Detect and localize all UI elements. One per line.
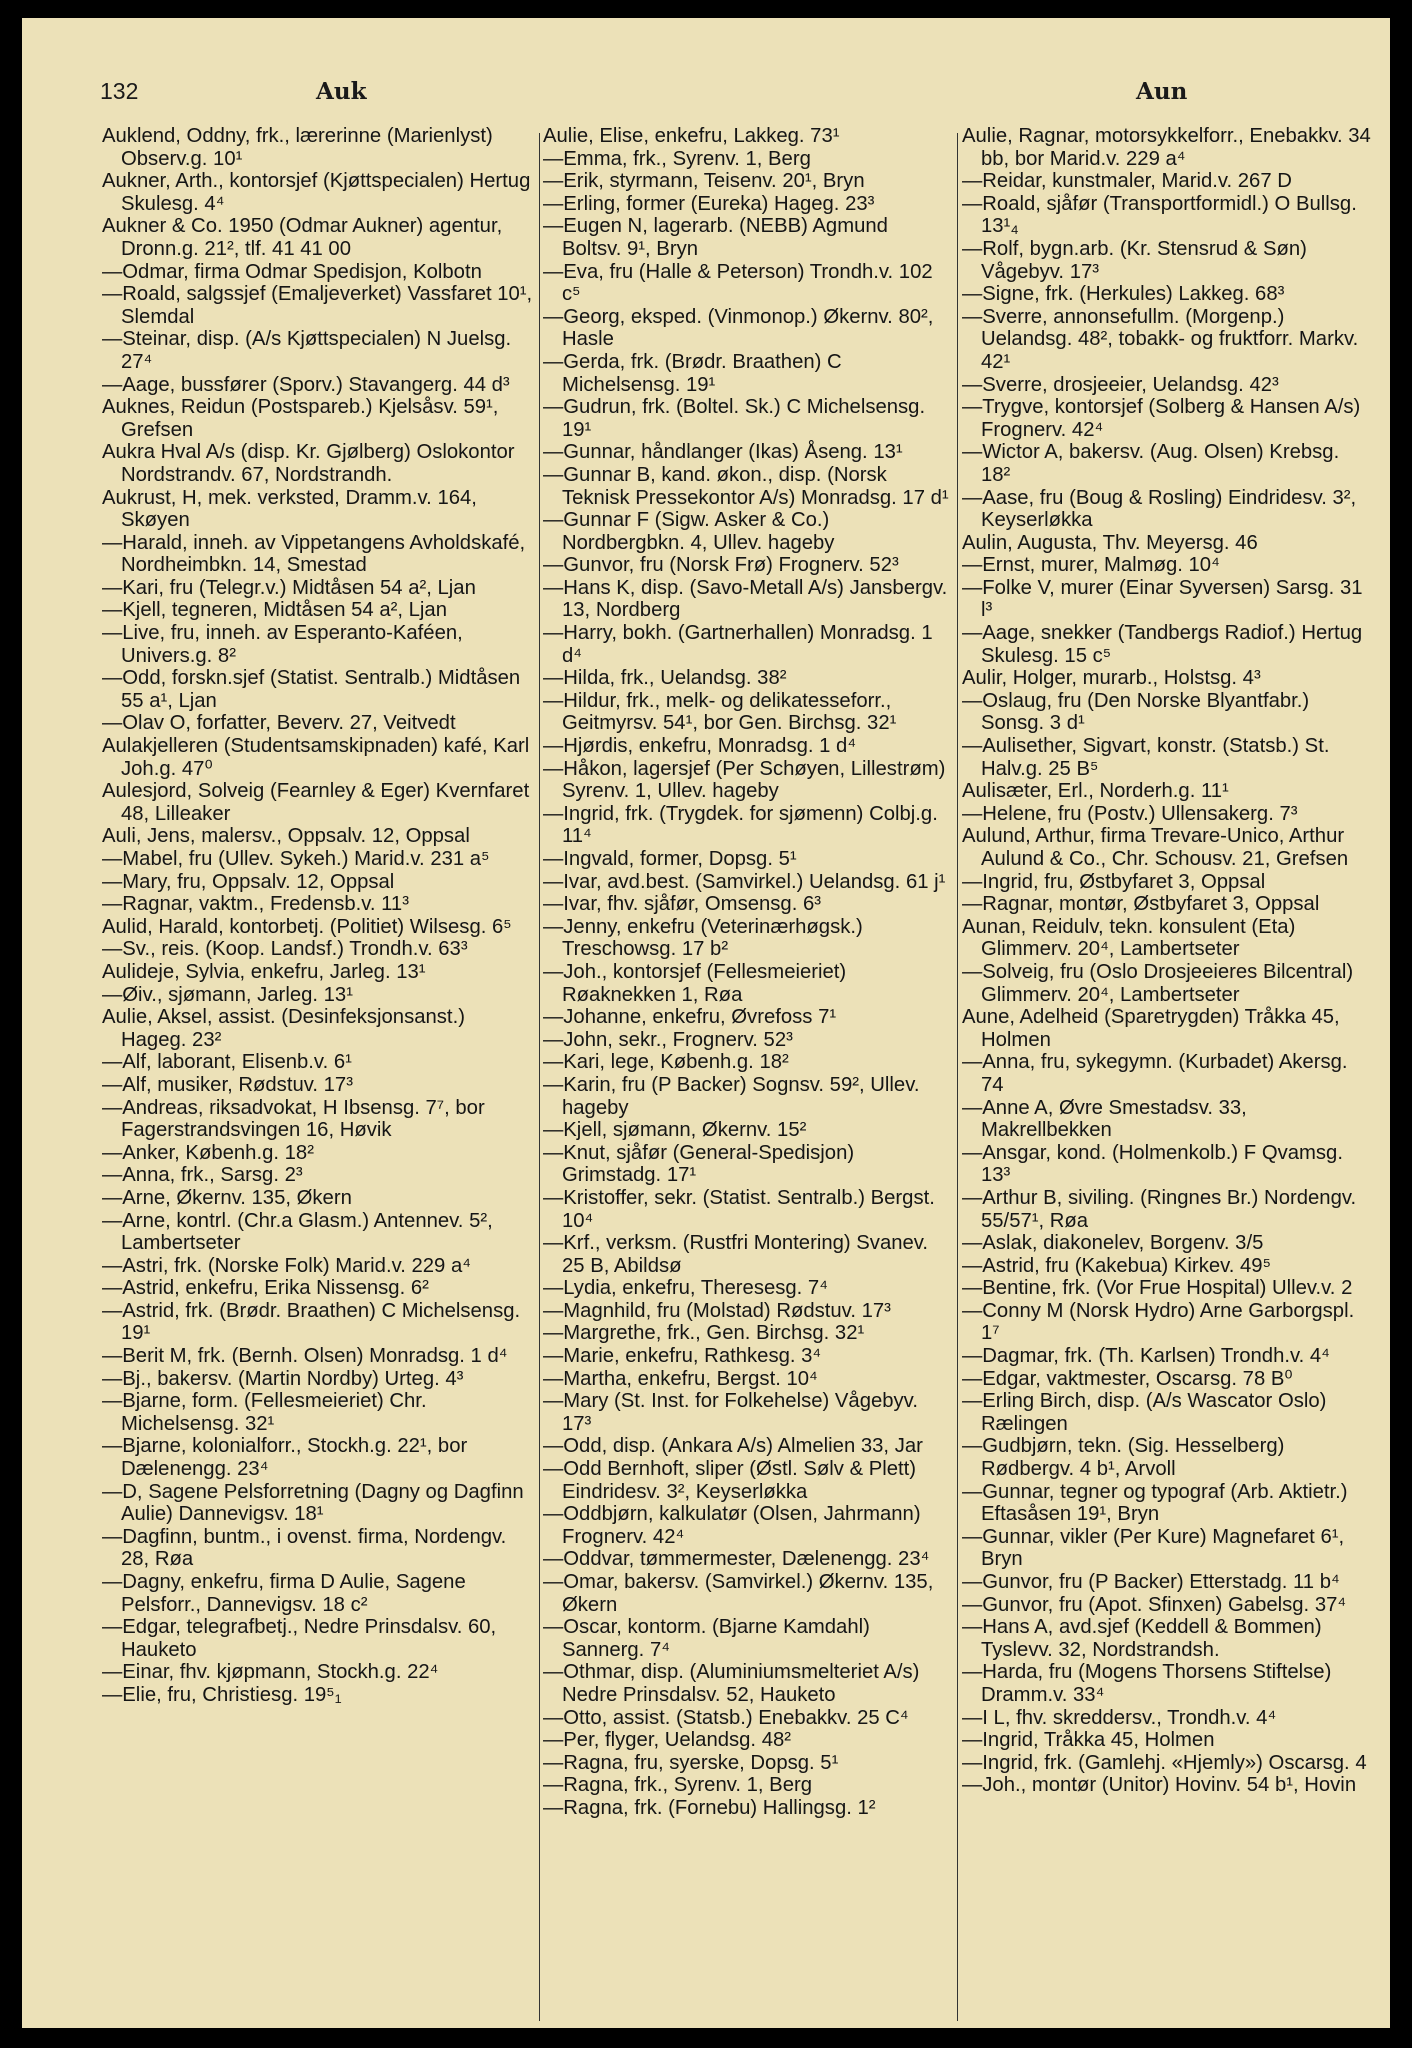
directory-entry: —Aage, snekker (Tandbergs Radiof.) Hertug Skulesg. 15 c⁵ bbox=[962, 622, 1363, 667]
directory-entry: —Oslaug, fru (Den Norske Blyantfabr.) Sonsg. 3 d¹ bbox=[962, 689, 1310, 735]
directory-column-3 bbox=[962, 125, 1374, 1797]
directory-entry: —Conny M (Norsk Hydro) Arne Garborgspl. 1⁷ bbox=[962, 1299, 1355, 1345]
directory-entry: —Odmar, firma Odmar Spedisjon, Kolbotn bbox=[102, 260, 482, 283]
header-keyword-right: Aun bbox=[1136, 78, 1188, 105]
directory-entry: Aukner, Arth., kontorsjef (Kjøttspecialen) Hertug Skulesg. 4⁴ bbox=[102, 170, 531, 215]
directory-entry: —Wictor A, bakersv. (Aug. Olsen) Krebsg. 18² bbox=[962, 441, 1340, 486]
directory-entry: —Mary, fru, Oppsalv. 12, Oppsal bbox=[102, 870, 395, 893]
directory-entry: —Sverre, annonsefullm. (Morgenp.) Uelandsg. 48², tobakk- og fruktforr. Markv. 42¹ bbox=[962, 305, 1359, 373]
directory-entry: —Einar, fhv. kjøpmann, Stockh.g. 22⁴ bbox=[102, 1661, 439, 1684]
directory-entry: —Ernst, murer, Malmøg. 10⁴ bbox=[962, 554, 1220, 577]
directory-entry: —Arne, kontrl. (Chr.a Glasm.) Antennev. 5², Lambertseter bbox=[102, 1209, 493, 1255]
directory-entry: —Alf, musiker, Rødstuv. 17³ bbox=[102, 1073, 353, 1096]
directory-entry: —Margrethe, frk., Gen. Birchsg. 32¹ bbox=[543, 1322, 865, 1345]
directory-entry: —Gunnar, tegner og typograf (Arb. Aktietr.) Eftasåsen 19¹, Bryn bbox=[962, 1480, 1348, 1526]
directory-entry: —Elie, fru, Christiesg. 19⁵₁ bbox=[102, 1683, 342, 1706]
directory-entry: —Oddbjørn, kalkulatør (Olsen, Jahrmann) Frognerv. 42⁴ bbox=[543, 1503, 921, 1548]
directory-entry: —Dagmar, frk. (Th. Karlsen) Trondh.v. 4⁴ bbox=[962, 1345, 1330, 1368]
directory-entry: —Folke V, murer (Einar Syversen) Sarsg. 31 l³ bbox=[962, 576, 1363, 622]
directory-entry: —Harald, inneh. av Vippetangens Avholdskafé, Nordheimbkn. 14, Smestad bbox=[102, 531, 526, 577]
directory-entry: —Ragnar, montør, Østbyfaret 3, Oppsal bbox=[962, 893, 1320, 916]
directory-entry: —Gudbjørn, tekn. (Sig. Hesselberg) Rødbergv. 4 b¹, Arvoll bbox=[962, 1435, 1285, 1481]
directory-entry: —Per, flyger, Uelandsg. 48² bbox=[543, 1729, 792, 1752]
directory-entry: —Håkon, lagersjef (Per Schøyen, Lillestrøm) Syrenv. 1, Ullev. hageby bbox=[543, 757, 946, 803]
directory-entry: —Harry, bokh. (Gartnerhallen) Monradsg. 1 d⁴ bbox=[543, 622, 933, 667]
directory-entry: —Anne A, Øvre Smestadsv. 33, Makrellbekken bbox=[962, 1096, 1247, 1142]
directory-entry: —Gunnar, håndlanger (Ikas) Åseng. 13¹ bbox=[543, 441, 903, 464]
directory-entry: —Sv., reis. (Koop. Landsf.) Trondh.v. 63³ bbox=[102, 938, 468, 961]
directory-entry: Aukrust, H, mek. verksted, Dramm.v. 164, Skøyen bbox=[102, 486, 477, 532]
directory-entry: —Johanne, enkefru, Øvrefoss 7¹ bbox=[543, 1006, 837, 1029]
directory-entry: —Astrid, frk. (Brødr. Braathen) C Michelsensg. 19¹ bbox=[102, 1299, 521, 1345]
directory-entry: —Erling Birch, disp. (A/s Wascator Oslo) Rælingen bbox=[962, 1390, 1327, 1435]
directory-entry: —Ingrid, frk. (Trygdek. for sjømenn) Colbj.g. 11⁴ bbox=[543, 802, 938, 848]
directory-entry: —Omar, bakersv. (Samvirkel.) Økernv. 135, Økern bbox=[543, 1571, 934, 1616]
directory-entry: —Bjarne, form. (Fellesmeieriet) Chr. Michelsensg. 32¹ bbox=[102, 1390, 427, 1435]
directory-entry: —Ingrid, fru, Østbyfaret 3, Oppsal bbox=[962, 870, 1266, 893]
directory-entry: —Andreas, riksadvokat, H Ibsensg. 7⁷, bor Fagerstrandsvingen 16, Høvik bbox=[102, 1096, 485, 1142]
directory-entry: Aunan, Reidulv, tekn. konsulent (Eta) Glimmerv. 20⁴, Lambertseter bbox=[962, 915, 1296, 961]
directory-entry: —Olav O, forfatter, Beverv. 27, Veitvedt bbox=[102, 712, 456, 735]
directory-entry: —Berit M, frk. (Bernh. Olsen) Monradsg. 1 d⁴ bbox=[102, 1345, 508, 1368]
directory-entry: —Gerda, frk. (Brødr. Braathen) C Michelsensg. 19¹ bbox=[543, 350, 842, 396]
directory-entry: —Bentine, frk. (Vor Frue Hospital) Ullev.v. 2 bbox=[962, 1277, 1353, 1300]
directory-entry: —Kjell, tegneren, Midtåsen 54 a², Ljan bbox=[102, 599, 447, 622]
directory-page bbox=[22, 18, 1390, 2028]
directory-entry: —Eva, fru (Halle & Peterson) Trondh.v. 102 c⁵ bbox=[543, 260, 933, 306]
directory-entry: —Hans A, avd.sjef (Keddell & Bommen) Tyslevv. 32, Nordstrandsh. bbox=[962, 1616, 1322, 1661]
directory-entry: —Sverre, drosjeeier, Uelandsg. 42³ bbox=[962, 373, 1279, 396]
directory-entry: —Magnhild, fru (Molstad) Rødstuv. 17³ bbox=[543, 1299, 891, 1322]
directory-entry: —Edgar, vaktmester, Oscarsg. 78 B⁰ bbox=[962, 1367, 1293, 1390]
directory-entry: —Oscar, kontorm. (Bjarne Kamdahl) Sannerg. 7⁴ bbox=[543, 1616, 870, 1661]
directory-entry: —Anker, Københ.g. 18² bbox=[102, 1141, 314, 1164]
directory-entry: Aulie, Aksel, assist. (Desinfeksjonsanst.) Hageg. 23² bbox=[102, 1006, 465, 1051]
directory-entry: —Dagny, enkefru, firma D Aulie, Sagene Pelsforr., Dannevigsv. 18 c² bbox=[102, 1571, 466, 1616]
directory-entry: —Helene, fru (Postv.) Ullensakerg. 7³ bbox=[962, 802, 1298, 825]
directory-entry: —Dagfinn, buntm., i ovenst. firma, Nordengv. 28, Røa bbox=[102, 1525, 507, 1571]
directory-entry: —Rolf, bygn.arb. (Kr. Stensrud & Søn) Vågebyv. 17³ bbox=[962, 237, 1307, 283]
directory-entry: —D, Sagene Pelsforretning (Dagny og Dagfinn Aulie) Dannevigsv. 18¹ bbox=[102, 1480, 524, 1526]
directory-entry: —Aage, bussfører (Sporv.) Stavangerg. 44 d³ bbox=[102, 373, 510, 396]
directory-entry: —Lydia, enkefru, Theresesg. 7⁴ bbox=[543, 1277, 828, 1300]
directory-entry: Aulesjord, Solveig (Fearnley & Eger) Kvernfaret 48, Lilleaker bbox=[102, 780, 530, 825]
directory-entry: —Odd Bernhoft, sliper (Østl. Sølv & Plett) Eindridesv. 3², Keyserløkka bbox=[543, 1458, 917, 1503]
directory-entry: Auknes, Reidun (Postspareb.) Kjelsåsv. 59¹, Grefsen bbox=[102, 396, 499, 441]
directory-entry: —Anna, frk., Sarsg. 2³ bbox=[102, 1164, 303, 1187]
directory-entry: —Erik, styrmann, Teisenv. 20¹, Bryn bbox=[543, 170, 865, 193]
directory-entry: —Joh., kontorsjef (Fellesmeieriet) Røaknekken 1, Røa bbox=[543, 960, 847, 1006]
directory-entry: —Roald, sjåfør (Transportformidl.) O Bullsg. 13¹₄ bbox=[962, 192, 1357, 238]
directory-entry: —Arthur B, siviling. (Ringnes Br.) Nordengv. 55/57¹, Røa bbox=[962, 1186, 1357, 1232]
directory-entry: —Jenny, enkefru (Veterinærhøgsk.) Treschowsg. 17 b² bbox=[543, 915, 863, 961]
directory-entry: —Bjarne, kolonialforr., Stockh.g. 22¹, bor Dælenengg. 23⁴ bbox=[102, 1435, 468, 1481]
directory-entry: Aulakjelleren (Studentsamskipnaden) kafé, Karl Joh.g. 47⁰ bbox=[102, 735, 530, 780]
directory-entry: —Alf, laborant, Elisenb.v. 6¹ bbox=[102, 1051, 352, 1074]
directory-entry: —Aase, fru (Boug & Rosling) Eindridesv. 3², Keyserløkka bbox=[962, 486, 1357, 532]
header-keyword-left: Auk bbox=[316, 78, 367, 105]
column-divider bbox=[957, 133, 958, 2021]
directory-entry: Aulid, Harald, kontorbetj. (Politiet) Wilsesg. 6⁵ bbox=[102, 915, 512, 938]
directory-entry: Aukra Hval A/s (disp. Kr. Gjølberg) Oslokontor Nordstrandv. 67, Nordstrandh. bbox=[102, 441, 515, 486]
directory-entry: —Ingrid, frk. (Gamlehj. «Hjemly») Oscarsg. 4 bbox=[962, 1751, 1367, 1774]
directory-entry: —Reidar, kunstmaler, Marid.v. 267 D bbox=[962, 170, 1292, 193]
directory-entry: —Ansgar, kond. (Holmenkolb.) F Qvamsg. 13³ bbox=[962, 1141, 1343, 1187]
page-number: 132 bbox=[100, 78, 139, 104]
directory-entry: —Aulisether, Sigvart, konstr. (Statsb.) St. Halv.g. 25 B⁵ bbox=[962, 735, 1330, 780]
directory-entry: Aulie, Elise, enkefru, Lakkeg. 73¹ bbox=[543, 125, 840, 147]
directory-entry: —Ragna, frk., Syrenv. 1, Berg bbox=[543, 1774, 813, 1797]
directory-entry: —Hilda, frk., Uelandsg. 38² bbox=[543, 667, 787, 690]
directory-entry: —I L, fhv. skreddersv., Trondh.v. 4⁴ bbox=[962, 1706, 1277, 1729]
directory-entry: —Ragnar, vaktm., Fredensb.v. 11³ bbox=[102, 893, 409, 916]
directory-entry: —Kristoffer, sekr. (Statist. Sentralb.) Bergst. 10⁴ bbox=[543, 1186, 935, 1232]
directory-entry: —Gunnar F (Sigw. Asker & Co.) Nordbergbkn. 4, Ullev. hageby bbox=[543, 509, 835, 554]
directory-entry: —Steinar, disp. (A/s Kjøttspecialen) N Juelsg. 27⁴ bbox=[102, 328, 512, 373]
directory-entry: Aulisæter, Erl., Norderh.g. 11¹ bbox=[962, 780, 1229, 803]
directory-entry: —Gunvor, fru (Apot. Sfinxen) Gabelsg. 37⁴ bbox=[962, 1593, 1347, 1616]
directory-entry: —Hjørdis, enkefru, Monradsg. 1 d⁴ bbox=[543, 735, 857, 758]
directory-entry: —Harda, fru (Mogens Thorsens Stiftelse) Dramm.v. 33⁴ bbox=[962, 1661, 1332, 1706]
directory-entry: Auli, Jens, malersv., Oppsalv. 12, Oppsal bbox=[102, 825, 470, 848]
directory-entry: —Ingrid, Tråkka 45, Holmen bbox=[962, 1729, 1215, 1752]
directory-entry: —Roald, salgssjef (Emaljeverket) Vassfaret 10¹, Slemdal bbox=[102, 283, 533, 328]
directory-entry: —Anna, fru, sykegymn. (Kurbadet) Akersg. 74 bbox=[962, 1051, 1348, 1096]
directory-entry: —Gunvor, fru (Norsk Frø) Frognerv. 52³ bbox=[543, 554, 899, 577]
directory-entry: —Astrid, fru (Kakebua) Kirkev. 49⁵ bbox=[962, 1254, 1271, 1277]
directory-entry: —Live, fru, inneh. av Esperanto-Kaféen, Univers.g. 8² bbox=[102, 622, 463, 667]
directory-entry: —Ragna, fru, syerske, Dopsg. 5¹ bbox=[543, 1751, 839, 1774]
directory-entry: —Gudrun, frk. (Boltel. Sk.) C Michelsensg. 19¹ bbox=[543, 396, 926, 441]
directory-entry: Aulideje, Sylvia, enkefru, Jarleg. 13¹ bbox=[102, 960, 426, 983]
directory-entry: Aulir, Holger, murarb., Holstsg. 4³ bbox=[962, 667, 1261, 690]
directory-entry: —Kari, fru (Telegr.v.) Midtåsen 54 a², Ljan bbox=[102, 576, 476, 599]
directory-entry: Aune, Adelheid (Sparetrygden) Tråkka 45, Holmen bbox=[962, 1006, 1340, 1051]
directory-entry: —Kari, lege, Københ.g. 18² bbox=[543, 1051, 789, 1074]
directory-entry: —Trygve, kontorsjef (Solberg & Hansen A/s) Frognerv. 42⁴ bbox=[962, 396, 1361, 441]
directory-entry: —Solveig, fru (Oslo Drosjeeieres Bilcentral) Glimmerv. 20⁴, Lambertseter bbox=[962, 960, 1354, 1006]
directory-entry: —Gunnar B, kand. økon., disp. (Norsk Teknisk Pressekontor A/s) Monradsg. 17 d¹ bbox=[543, 463, 949, 509]
directory-entry: Auklend, Oddny, frk., lærerinne (Marienlyst) Observ.g. 10¹ bbox=[102, 125, 493, 170]
directory-entry: —Ragna, frk. (Fornebu) Hallingsg. 1² bbox=[543, 1796, 876, 1819]
directory-entry: —Joh., montør (Unitor) Hovinv. 54 b¹, Hovin bbox=[962, 1774, 1357, 1797]
directory-entry: —John, sekr., Frognerv. 52³ bbox=[543, 1028, 793, 1051]
directory-entry: —Øiv., sjømann, Jarleg. 13¹ bbox=[102, 983, 353, 1006]
directory-entry: —Signe, frk. (Herkules) Lakkeg. 68³ bbox=[962, 283, 1285, 306]
directory-entry: Aulin, Augusta, Thv. Meyersg. 46 bbox=[962, 531, 1258, 554]
directory-column-2 bbox=[543, 125, 952, 1820]
directory-entry: —Bj., bakersv. (Martin Nordby) Urteg. 4³ bbox=[102, 1367, 464, 1390]
directory-entry: —Knut, sjåfør (General-Spedisjon) Grimstadg. 17¹ bbox=[543, 1141, 855, 1187]
directory-entry: —Aslak, diakonelev, Borgenv. 3/5 bbox=[962, 1232, 1264, 1255]
directory-entry: —Mary (St. Inst. for Folkehelse) Vågebyv. 17³ bbox=[543, 1390, 918, 1435]
directory-entry: —Georg, eksped. (Vinmonop.) Økernv. 80², Hasle bbox=[543, 305, 934, 351]
column-divider bbox=[539, 133, 540, 2021]
directory-entry: —Gunnar, vikler (Per Kure) Magnefaret 6¹, Bryn bbox=[962, 1525, 1345, 1571]
directory-entry: —Erling, former (Eureka) Hageg. 23³ bbox=[543, 192, 875, 215]
directory-entry: —Astri, frk. (Norske Folk) Marid.v. 229 a⁴ bbox=[102, 1254, 471, 1277]
directory-entry: —Astrid, enkefru, Erika Nissensg. 6² bbox=[102, 1277, 429, 1300]
directory-column-1 bbox=[102, 125, 534, 1707]
page-header bbox=[22, 78, 1390, 118]
directory-entry: —Emma, frk., Syrenv. 1, Berg bbox=[543, 147, 811, 170]
directory-entry: —Krf., verksm. (Rustfri Montering) Svanev. 25 B, Abildsø bbox=[543, 1232, 929, 1277]
directory-entry: —Hildur, frk., melk- og delikatesseforr., Geitmyrsv. 54¹, bor Gen. Birchsg. 32¹ bbox=[543, 689, 897, 735]
directory-entry: —Martha, enkefru, Bergst. 10⁴ bbox=[543, 1367, 818, 1390]
directory-entry: —Eugen N, lagerarb. (NEBB) Agmund Boltsv. 9¹, Bryn bbox=[543, 215, 888, 260]
directory-entry: Aulund, Arthur, firma Trevare-Unico, Arthur Aulund & Co., Chr. Schousv. 21, Grefsen bbox=[962, 825, 1349, 870]
directory-entry: —Mabel, fru (Ullev. Sykeh.) Marid.v. 231 a⁵ bbox=[102, 848, 490, 870]
directory-entry: —Ingvald, former, Dopsg. 5¹ bbox=[543, 848, 797, 870]
directory-entry: —Odd, disp. (Ankara A/s) Almelien 33, Jar bbox=[543, 1435, 923, 1458]
directory-entry: Aukner & Co. 1950 (Odmar Aukner) agentur, Dronn.g. 21², tlf. 41 41 00 bbox=[102, 215, 503, 260]
directory-entry: —Ivar, fhv. sjåfør, Omsensg. 6³ bbox=[543, 893, 822, 916]
directory-entry: —Odd, forskn.sjef (Statist. Sentralb.) Midtåsen 55 a¹, Ljan bbox=[102, 667, 521, 712]
directory-entry: —Kjell, sjømann, Økernv. 15² bbox=[543, 1119, 807, 1142]
directory-entry: —Arne, Økernv. 135, Økern bbox=[102, 1186, 352, 1209]
directory-entry: —Hans K, disp. (Savo-Metall A/s) Jansbergv. 13, Nordberg bbox=[543, 576, 948, 622]
directory-entry: —Marie, enkefru, Rathkesg. 3⁴ bbox=[543, 1345, 822, 1368]
directory-entry: —Othmar, disp. (Aluminiumsmelteriet A/s) Nedre Prinsdalsv. 52, Hauketo bbox=[543, 1661, 920, 1706]
directory-entry: —Edgar, telegrafbetj., Nedre Prinsdalsv. 60, Hauketo bbox=[102, 1616, 497, 1661]
directory-entry: —Oddvar, tømmermester, Dælenengg. 23⁴ bbox=[543, 1548, 930, 1571]
directory-entry: —Karin, fru (P Backer) Sognsv. 59², Ullev. hageby bbox=[543, 1073, 920, 1119]
directory-entry: —Gunvor, fru (P Backer) Etterstadg. 11 b⁴ bbox=[962, 1571, 1340, 1593]
directory-entry: —Otto, assist. (Statsb.) Enebakkv. 25 C⁴ bbox=[543, 1706, 909, 1729]
directory-entry: —Ivar, avd.best. (Samvirkel.) Uelandsg. 61 j¹ bbox=[543, 870, 946, 893]
directory-entry: Aulie, Ragnar, motorsykkelforr., Enebakkv. 34 bb, bor Marid.v. 229 a⁴ bbox=[962, 125, 1371, 170]
